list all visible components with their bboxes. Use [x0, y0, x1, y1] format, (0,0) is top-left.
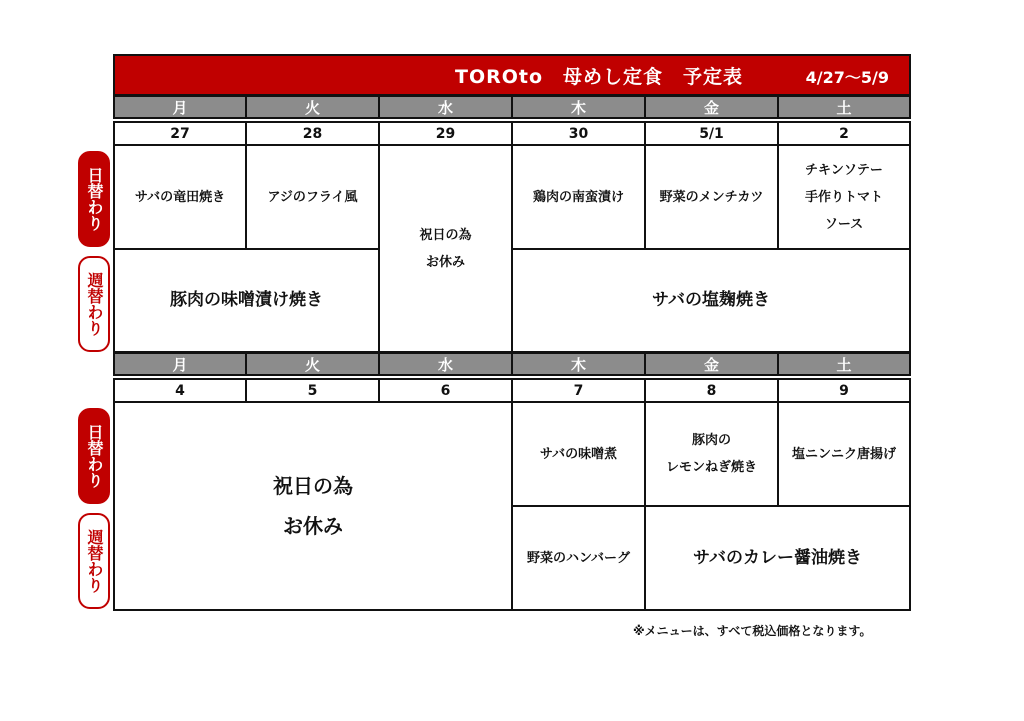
date-cell: 29 [378, 121, 513, 146]
weekday-sat: 土 [777, 95, 911, 119]
weekday-fri: 金 [644, 95, 779, 119]
daily-menu-cell [777, 144, 911, 250]
holiday-text: 祝日の為 お休み [419, 227, 472, 270]
footer-note: ※メニューは、すべて税込価格となります。 [633, 624, 872, 638]
weekly-menu-cell [511, 248, 911, 353]
date-range: 4/27〜5/9 [805, 68, 889, 87]
weekday-tue: 火 [245, 95, 380, 119]
daily-menu-cell [113, 144, 247, 250]
weekday-sat: 土 [777, 352, 911, 376]
weekday-wed: 水 [378, 352, 513, 376]
menu-item: 野菜のメンチカツ [659, 189, 764, 205]
daily-menu-cell [511, 401, 646, 507]
holiday-cell [113, 401, 513, 611]
weekly-label: 週替わり [78, 256, 110, 352]
weekday-mon: 月 [113, 95, 247, 119]
date-cell: 7 [511, 378, 646, 403]
date-cell: 4 [113, 378, 247, 403]
weekly-menu-cell [113, 248, 380, 353]
weekday-mon: 月 [113, 352, 247, 376]
menu-item: 鶏肉の南蛮漬け [532, 189, 624, 205]
weekly-label: 週替わり [78, 513, 110, 609]
daily-label: 日替わり [78, 408, 110, 504]
date-cell: 8 [644, 378, 779, 403]
menu-item: サバの味噌煮 [539, 446, 618, 462]
menu-item: 豚肉の味噌漬け焼き [170, 290, 323, 310]
daily-menu-cell [511, 144, 646, 250]
menu-item: 野菜のハンバーグ [526, 550, 631, 566]
menu-item: チキンソテー 手作りトマト ソース [804, 162, 883, 232]
weekly-menu-cell [511, 505, 646, 611]
weekly-menu-cell [644, 505, 911, 611]
menu-item: サバの竜田焼き [134, 189, 226, 205]
date-cell: 27 [113, 121, 247, 146]
holiday-cell [378, 144, 513, 353]
weekday-tue: 火 [245, 352, 380, 376]
weekday-thu: 木 [511, 352, 646, 376]
menu-item: サバのカレー醤油焼き [693, 547, 862, 568]
date-cell: 2 [777, 121, 911, 146]
date-cell: 5 [245, 378, 380, 403]
daily-menu-cell [644, 401, 779, 507]
title-bar [113, 54, 911, 96]
page-title: TOROto 母めし定食 予定表 [455, 66, 744, 88]
date-cell: 5/1 [644, 121, 779, 146]
date-cell: 6 [378, 378, 513, 403]
menu-item: サバの塩麹焼き [652, 290, 770, 310]
daily-menu-cell [245, 144, 380, 250]
weekday-thu: 木 [511, 95, 646, 119]
daily-menu-cell [777, 401, 911, 507]
menu-item: 豚肉の レモンねぎ焼き [665, 433, 757, 475]
weekday-fri: 金 [644, 352, 779, 376]
date-cell: 30 [511, 121, 646, 146]
daily-label: 日替わり [78, 151, 110, 247]
date-cell: 9 [777, 378, 911, 403]
date-cell: 28 [245, 121, 380, 146]
menu-item: 塩ニンニク唐揚げ [791, 446, 896, 462]
weekday-wed: 水 [378, 95, 513, 119]
menu-item: アジのフライ風 [267, 189, 358, 205]
holiday-text: 祝日の為 お休み [273, 474, 353, 538]
daily-menu-cell [644, 144, 779, 250]
